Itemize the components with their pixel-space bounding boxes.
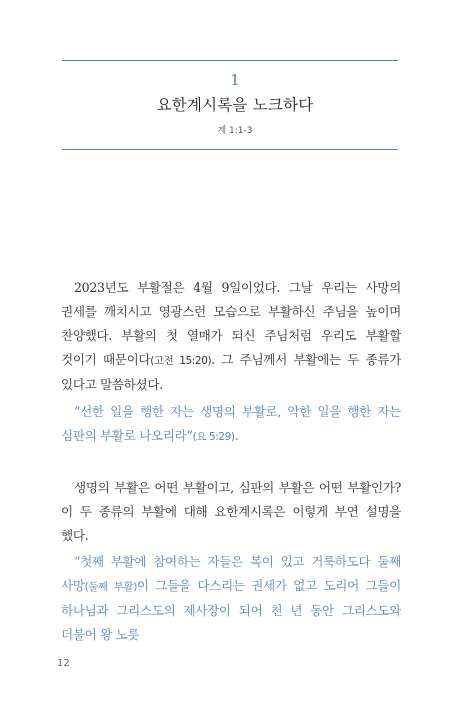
quote-text: . — [234, 428, 239, 443]
inline-note: (둘째 부활) — [84, 581, 137, 593]
top-rule — [62, 60, 398, 61]
bottom-rule — [62, 149, 398, 150]
scripture-reference: (고전 15:20) — [150, 355, 212, 367]
quote-john-5-29 — [61, 400, 401, 449]
quote-text: “선한 일을 행한 자는 생명의 부활로, 악한 일을 행한 자는 심판의 부활로 나오리라” — [61, 404, 401, 443]
page-number: 12 — [57, 658, 70, 669]
paragraph-text: . 그 주님께서 부활에는 두 종류가 있다고 말씀하셨다. — [61, 352, 401, 392]
paragraph-two-resurrections — [61, 476, 401, 549]
quote-text: “첫째 부활에 참여하는 자들은 복이 있고 거룩하도다 둘째 사망 — [61, 554, 401, 593]
paragraph-text: 2023년도 부활절은 4월 9일이었다. 그날 우리는 사망의 권세를 깨치시고 영광스런 모습으로 부활하신 주님을 높이며 찬양했다. 부활의 첫 열매가 되신 주님처럼 우리도 부활할 것이기 때문이다 — [61, 280, 401, 367]
chapter-title: 요한계시록을 노크하다 — [156, 96, 314, 114]
paragraph-easter — [61, 276, 401, 397]
chapter-number: 1 — [230, 71, 240, 89]
quote-text: 이 그들을 다스리는 권세가 없고 도리어 그들이 하나님과 그리스도의 제사장이 되어 천 년 동안 그리스도와 더불어 왕 노릇 — [61, 578, 401, 642]
quote-revelation — [61, 550, 401, 647]
scripture-reference: (요 5:29) — [192, 431, 235, 443]
chapter-scripture-reference: 계 1:1-3 — [217, 126, 253, 136]
paragraph-text: 생명의 부활은 어떤 부활이고, 심판의 부활은 어떤 부활인가? 이 두 종류의 부활에 대해 요한계시록은 이렇게 부연 설명을 했다. — [61, 480, 401, 543]
